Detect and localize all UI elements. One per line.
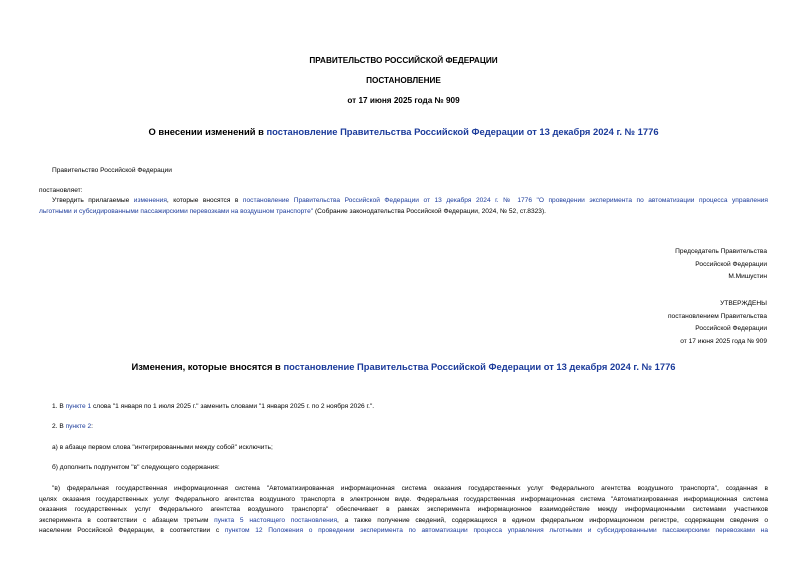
item-2a: а) в абзаце первом слова "интегрированными между собой" исключить; (52, 444, 273, 451)
preamble-decrees: постановляет: (39, 187, 83, 194)
item-2b: б) дополнить подпунктом "в" следующего содержания: (52, 464, 220, 471)
decree-1776-link[interactable]: постановление Правительства Российской Федерации от 13 декабря 2024 г. № 1776 "О проведении эксперимента по автоматизации процесса управления (242, 197, 768, 204)
item-2v-line2: целях оказания государственных услуг Федерального агентства воздушного транспорта в электронном виде. Федеральная государственная информационная система "Автоматизированная информационная система (39, 495, 768, 503)
preamble-body-line1: Утвердить прилагаемые изменения, которые вносятся в постановление Правительства Российской Федерации от 13 декабря 2024 г. № 1776 "О проведении эксперимента по автоматизации процесса управления (52, 197, 768, 204)
approval-line3: Российской Федерации (695, 325, 767, 332)
signature-block (675, 246, 767, 284)
item-1: 1. В пункте 1 слова "1 января по 1 июля 2025 г." заменить словами "1 января 2025 г. по 2 ноября 2026 г.". (52, 403, 375, 410)
item-2v-point5-link[interactable]: пункта 5 настоящего постановления (214, 516, 338, 524)
approval-line2: постановлением Правительства (667, 312, 767, 320)
approval-block (668, 298, 767, 348)
item-2v-paragraph (39, 484, 768, 537)
item-2v-point12-link[interactable]: пунктом 12 Положения о проведении эксперимента по автоматизации процесса управления льготными и субсидированными пассажирскими перевозками на (224, 527, 768, 534)
decree-1776-link-cont[interactable]: льготными и субсидированными пассажирскими перевозками на воздушном транспорте" (39, 207, 314, 215)
signature-position-2: Российской Федерации (695, 260, 767, 268)
item-2v-line1: "в) федеральная государственная информационная система "Автоматизированная информационная система оказания государственных услуг Федерального агентства воздушного транспорта", созданная в (52, 485, 768, 492)
item-2-link[interactable]: пункте 2 (65, 423, 92, 430)
item-2v-line5: населении Российской Федерации, в соответствии с пунктом 12 Положения о проведении эксперимента по автоматизации процесса управления льготными и субсидированными пассажирскими перевозками на (39, 527, 768, 534)
header-government: ПРАВИТЕЛЬСТВО РОССИЙСКОЙ ФЕДЕРАЦИИ (309, 56, 498, 65)
changes-link[interactable]: изменения (133, 197, 167, 204)
item-2v-line3: оказания государственных услуг Федерального агентства воздушного транспорта" обеспечивает в рамках эксперимента информационное взаимодействие между информационными системами участников (39, 506, 768, 513)
approval-line1: УТВЕРЖДЕНЫ (720, 300, 767, 307)
document-title-prefix: О внесении изменений в (148, 126, 267, 137)
preamble-body (39, 196, 768, 217)
approval-line4: от 17 июня 2025 года № 909 (680, 337, 767, 345)
changes-title (0, 361, 807, 372)
preamble-body-line2: льготными и субсидированными пассажирскими перевозками на воздушном транспорте" (Собрание законодательства Российской Федерации, 2024, № 52, ст.8323). (39, 207, 546, 215)
changes-title-prefix: Изменения, которые вносятся в (131, 361, 284, 372)
signature-name: М.Мишустин (728, 273, 767, 280)
item-1-link[interactable]: пункте 1 (65, 403, 92, 410)
changes-title-link[interactable]: постановление Правительства Российской Федерации от 13 декабря 2024 г. № 1776 (283, 361, 676, 372)
signature-position-1: Председатель Правительства (675, 248, 767, 255)
document-title-link[interactable]: постановление Правительства Российской Федерации от 13 декабря 2024 г. № 1776 (266, 126, 659, 137)
header-date-number: от 17 июня 2025 года № 909 (347, 96, 460, 105)
document-title (0, 126, 807, 137)
item-2: 2. В пункте 2: (52, 423, 93, 430)
preamble-issuer: Правительство Российской Федерации (52, 167, 172, 174)
header-doc-type: ПОСТАНОВЛЕНИЕ (366, 76, 441, 85)
item-2v-line4: эксперимента в соответствии с абзацем третьим пункта 5 настоящего постановления, а также получение сведений, содержащихся в едином федеральном информационном регистре, содержащем сведения о (39, 516, 768, 524)
